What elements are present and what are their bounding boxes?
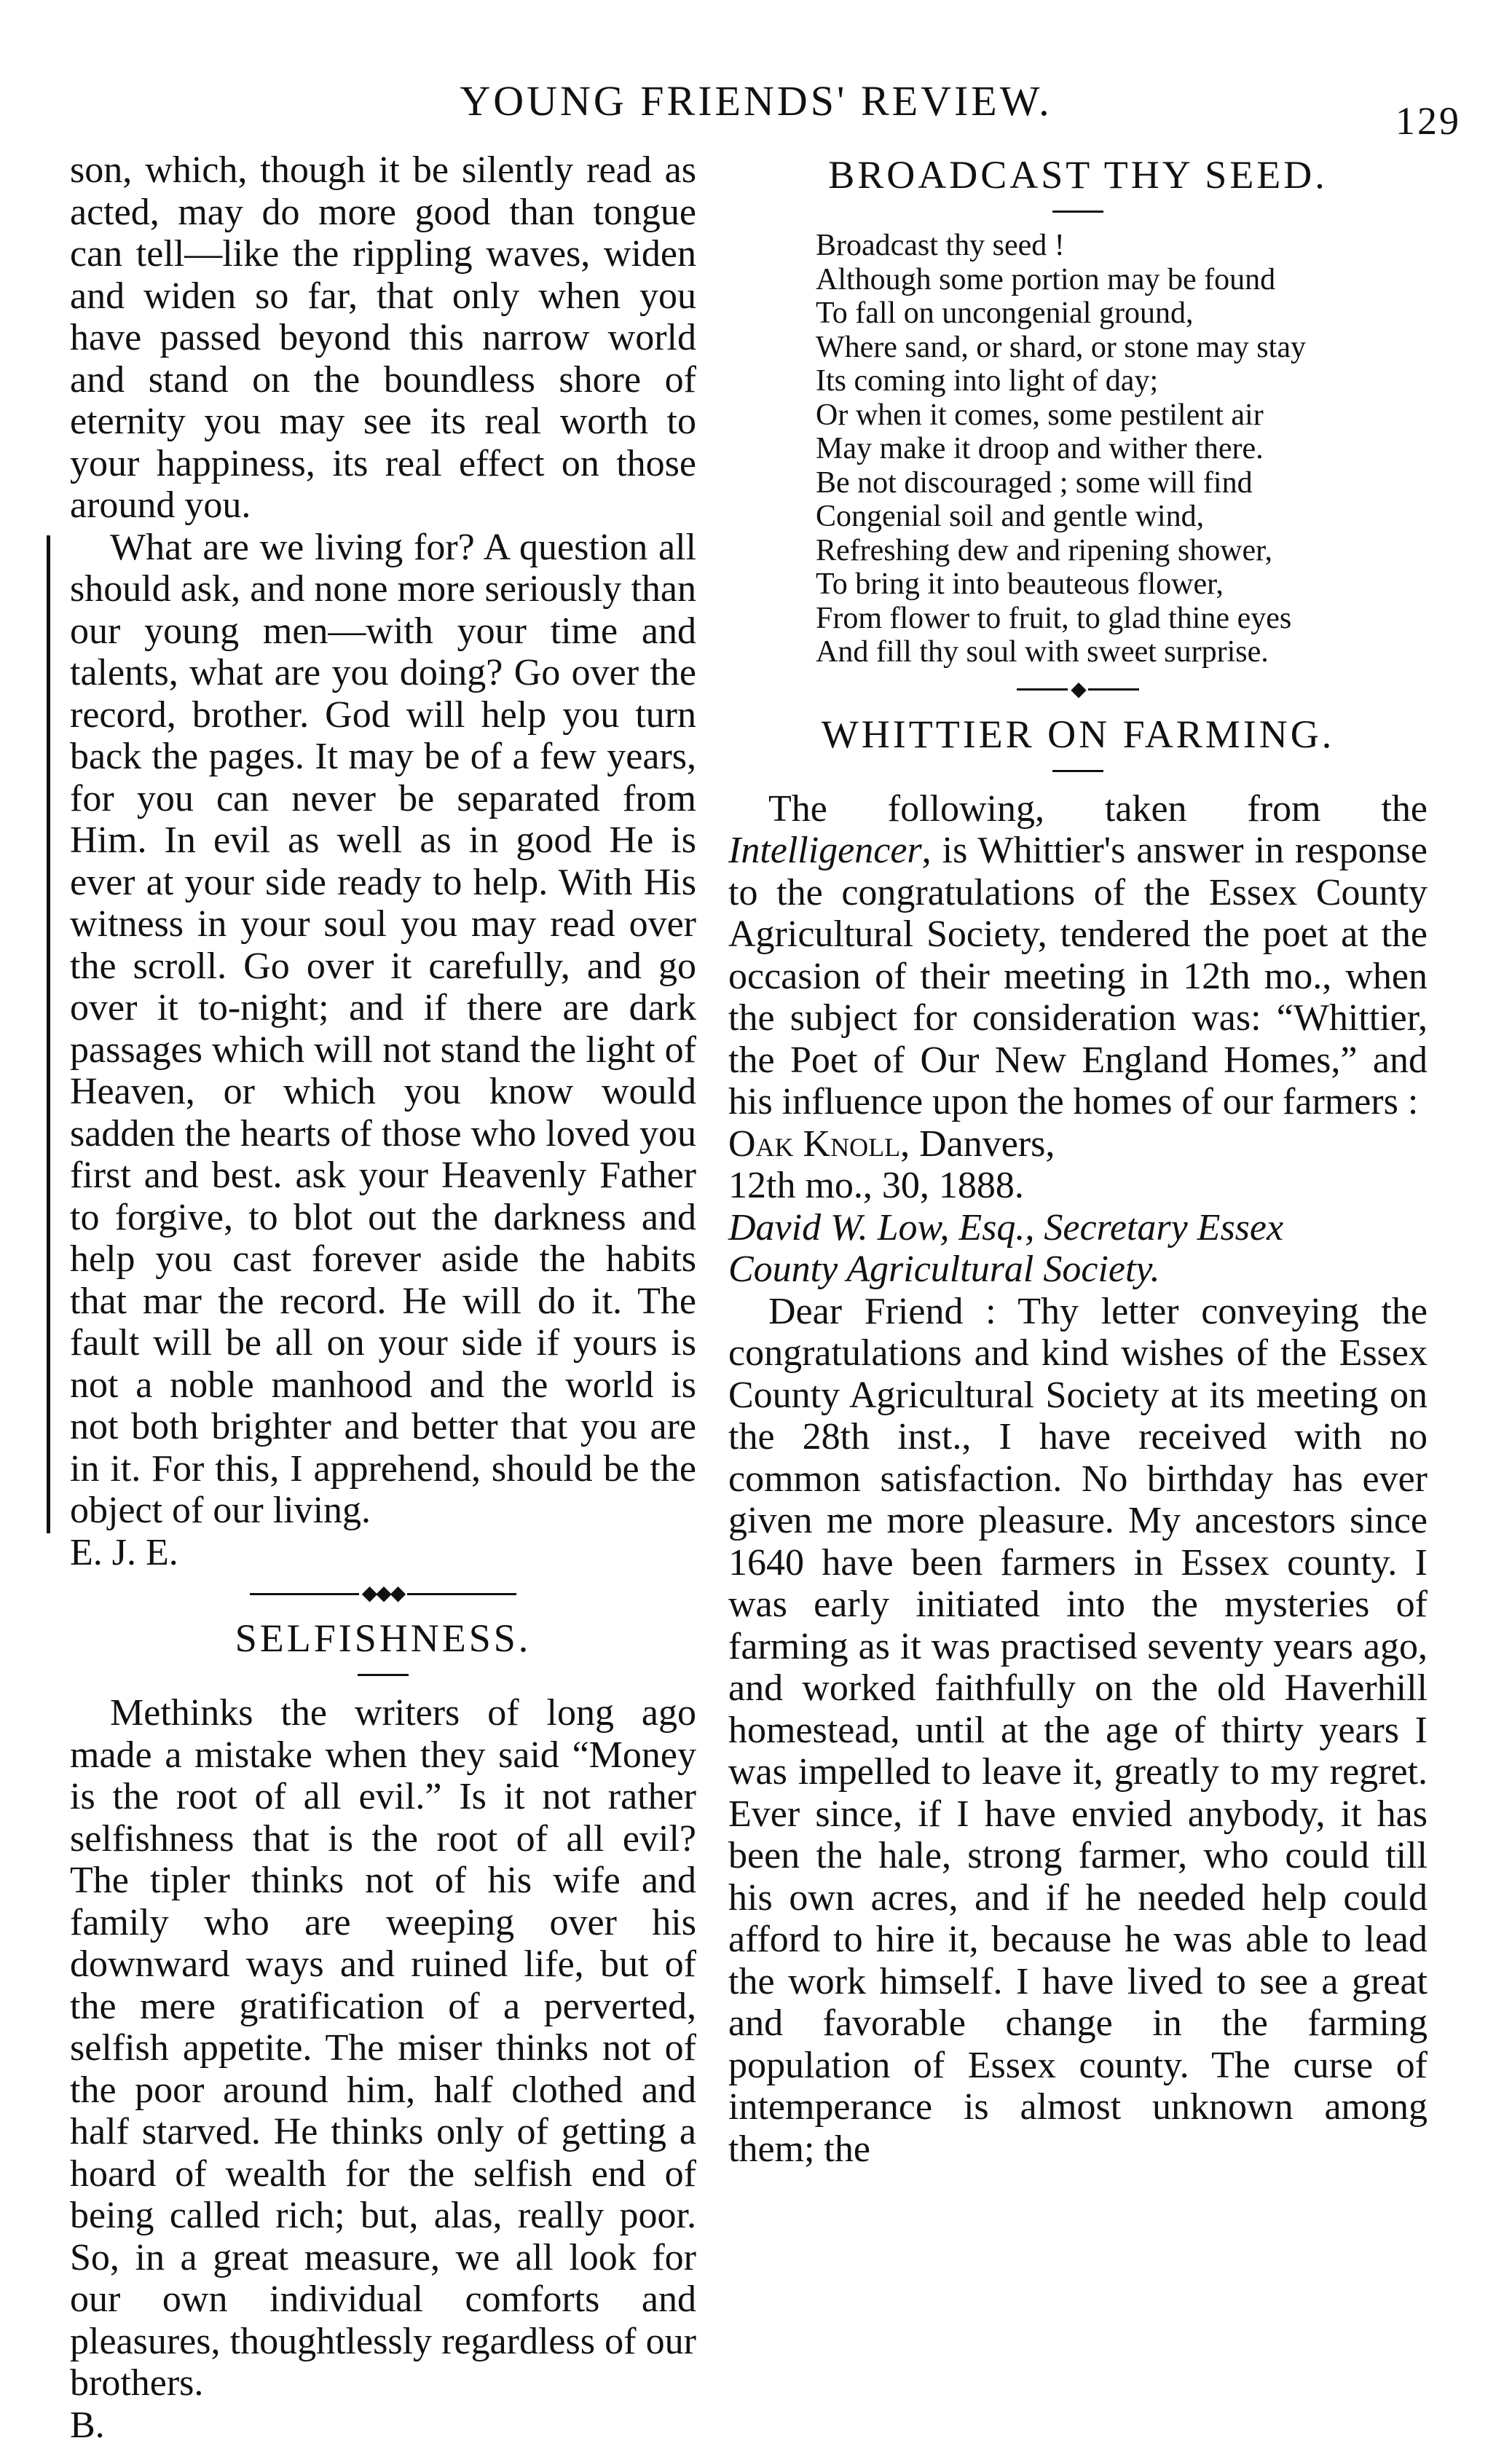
letter-place: Oak Knoll, Danvers,	[728, 1123, 1428, 1165]
poem-line: Refreshing dew and ripening shower,	[816, 534, 1428, 568]
page-number: 129	[1395, 98, 1461, 143]
signature-eje: E. J. E.	[70, 1532, 696, 1574]
journal-title: YOUNG FRIENDS' REVIEW.	[0, 76, 1512, 125]
poem-line: Be not discouraged ; some will find	[816, 466, 1428, 500]
selfishness-heading: SELFISHNESS.	[70, 1613, 696, 1664]
heading-rule	[1052, 211, 1103, 213]
poem-line: Although some portion may be found	[816, 263, 1428, 297]
section-ornament: ◆◆◆	[70, 1586, 696, 1601]
living-for-paragraph: What are we living for? A question all should ask, and none more seriously than our young men—with your time and talents, what are you doing? Go over the record, brother. God will help you turn back the pages. It may be of a few years, for you can never be separated from Him. In evil as well as in good He is ever at your side ready to help. With His witness in your soul you may read over the scroll. Go over it carefully, and go over it to-night; and if there are dark passages which will not stand the light of Heaven, or which you know would sadden the hearts of those who loved you first and best. ask your Heavenly Father to forgive, to blot out the darkness and help you cast forever aside the habits that mar the record. He will do it. The fault will be all on your side if yours is not a noble manhood and the world is not both brighter and better that you are in it. For this, I apprehend, should be the object of our living.	[70, 527, 696, 1532]
living-for-section	[70, 527, 696, 1574]
heading-rule	[1052, 770, 1103, 772]
poem-line: To fall on uncongenial ground,	[816, 296, 1428, 331]
right-column	[728, 149, 1428, 2170]
selfishness-paragraph: Methinks the writers of long ago made a mistake when they said “Money is the root of all evil.” Is it not rather selfishness that is the root of all evil? The tipler thinks not of his wife and family who are weeping over his downward ways and ruined life, but of the mere gratification of a perverted, selfish appetite. The miser thinks not of the poor around him, half clothed and half starved. He thinks only of getting a hoard of wealth for the selfish end of being called rich; but, alas, really poor. So, in a great measure, we all look for our own individual comforts and pleasures, thoughtlessly regardless of our brothers.	[70, 1692, 696, 2404]
letter-body: Dear Friend : Thy letter conveying the congratulations and kind wishes of the Essex County Agricultural Society at its meeting on the 28th inst., I have received with no common satisfaction. No birthday has ever given me more pleasure. My ancestors since 1640 have been farmers in Essex county. I was early initiated into the mysteries of farming as it was practised seventy years ago, and worked faithfully on the old Haverhill homestead, until at the age of thirty years I was impelled to leave it, greatly to my regret. Ever since, if I have envied anybody, it has been the hale, strong farmer, who could till his own acres, and if he needed help could afford to hire it, because he was able to lead the work himself. I have lived to see a great and favorable change in the farming population of Essex county. The curse of intemperance is almost unknown among them; the	[728, 1291, 1428, 2171]
poem-line: Or when it comes, some pestilent air	[816, 398, 1428, 433]
poem	[728, 229, 1428, 669]
poem-line: May make it droop and wither there.	[816, 432, 1428, 466]
letter-addressee: David W. Low, Esq., Secretary Essex	[728, 1207, 1428, 1249]
continued-paragraph: son, which, though it be silently read as acted, may do more good than tongue can tell—like the rippling waves, widen and widen so far, that only when you have passed beyond this narrow world and stand on the boundless shore of eternity you may see its real worth to your happiness, its real effect on those around you.	[70, 149, 696, 527]
poem-line: Where sand, or shard, or stone may stay	[816, 331, 1428, 365]
letter-date: 12th mo., 30, 1888.	[728, 1165, 1428, 1207]
letter-addressee-cont: County Agricultural Society.	[728, 1248, 1428, 1291]
poem-line: Broadcast thy seed !	[816, 229, 1428, 263]
poem-line: Its coming into light of day;	[816, 364, 1428, 398]
publication-name: Intelligencer	[728, 830, 922, 871]
poem-heading: BROADCAST THY SEED.	[728, 149, 1428, 200]
margin-rule	[47, 535, 50, 1533]
heading-rule	[358, 1674, 409, 1676]
poem-line: And fill thy soul with sweet surprise.	[816, 635, 1428, 669]
section-ornament: ◆	[728, 683, 1428, 697]
poem-line: Congenial soil and gentle wind,	[816, 500, 1428, 534]
page-header	[0, 76, 1512, 135]
whittier-intro: The following, taken from the Intelligencer, is Whittier's answer in response to the congratulations of the Essex County Agricultural Society, tendered the poet at the occasion of their meeting in 12th mo., when the subject for consideration was: “Whittier, the Poet of Our New England Homes,” and his influence upon the homes of our farmers :	[728, 788, 1428, 1123]
poem-line: To bring it into beauteous flower,	[816, 567, 1428, 602]
whittier-heading: WHITTIER ON FARMING.	[728, 709, 1428, 760]
signature-b: B.	[70, 2404, 696, 2446]
poem-line: From flower to fruit, to glad thine eyes	[816, 602, 1428, 636]
left-column	[70, 149, 696, 2446]
